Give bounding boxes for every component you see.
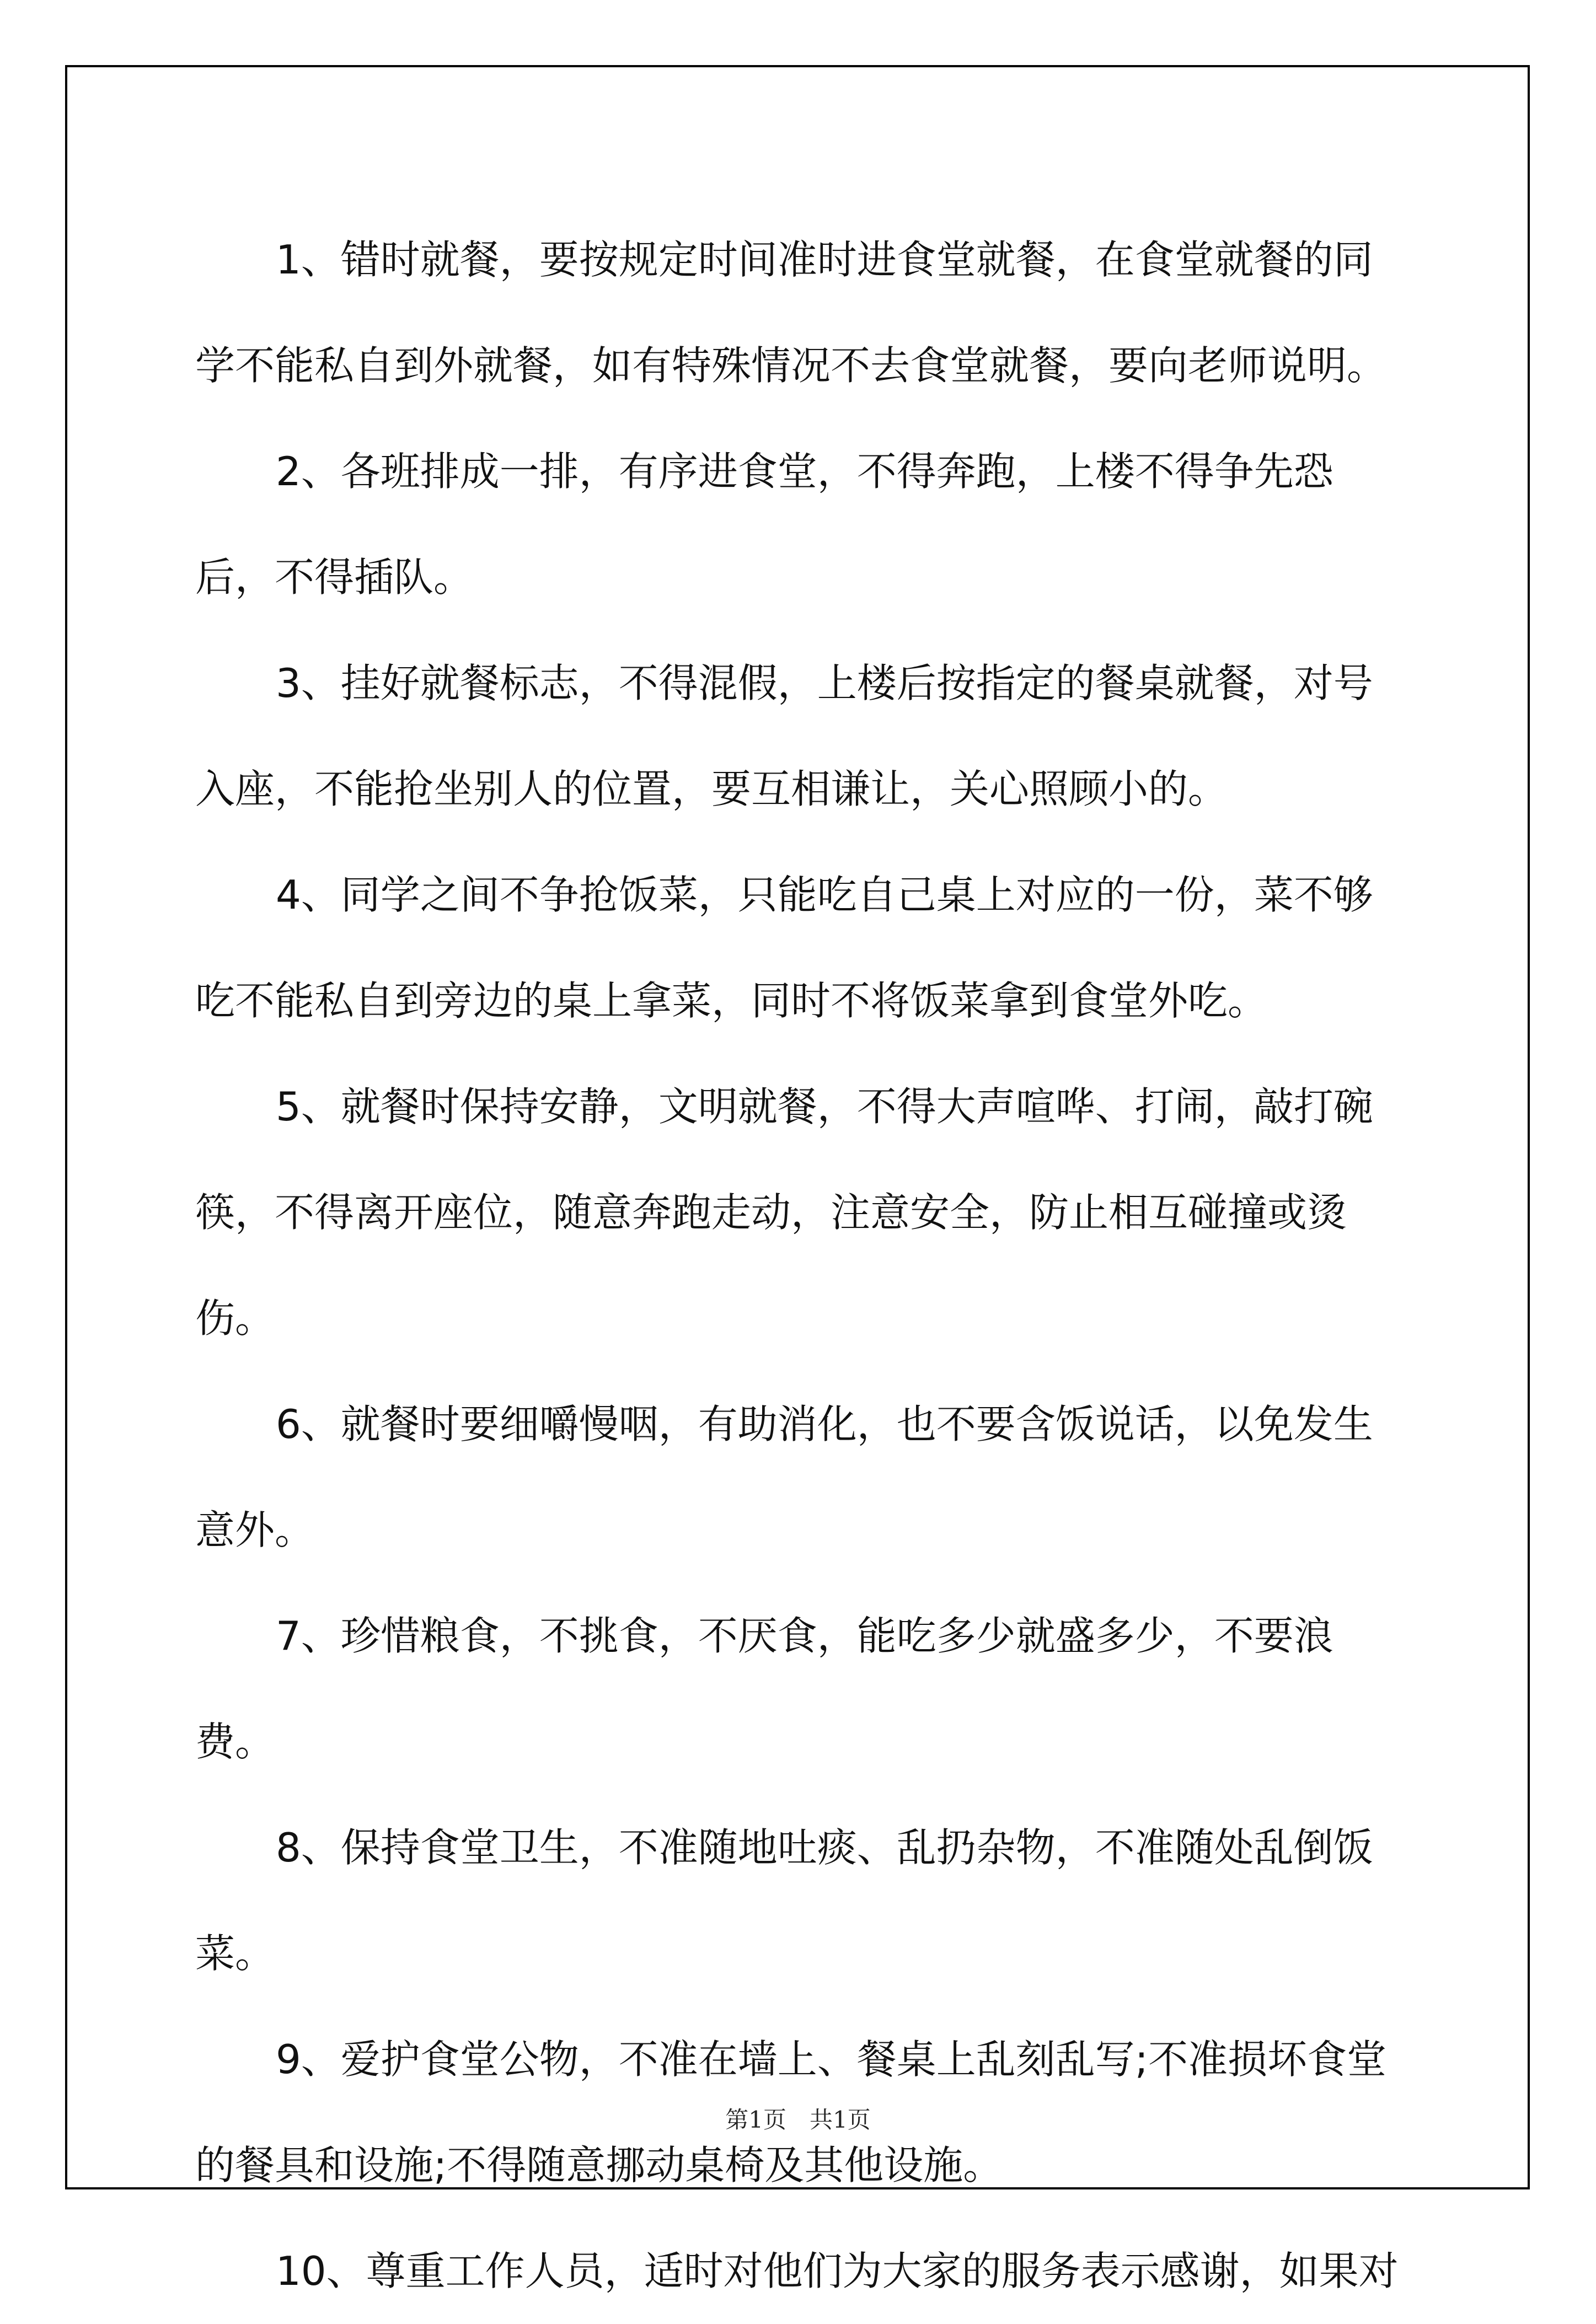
rule-item-10: 10、尊重工作人员，适时对他们为大家的服务表示感谢，如果对 [276,2248,1399,2294]
rule-item-2: 2、各班排成一排，有序进食堂，不得奔跑，上楼不得争先恐后，不得插队。 [195,448,1333,600]
rule-item-9: 9、爱护食堂公物，不准在墙上、餐桌上乱刻乱写;不准损坏食堂的餐具和设施;不得随意挪动桌椅及其他设施。 [195,2036,1387,2188]
rule-item-1: 1、错时就餐，要按规定时间准时进食堂就餐，在食堂就餐的同学不能私自到外就餐，如有特殊情况不去食堂就餐，要向老师说明。 [195,237,1387,389]
rule-item-7: 7、珍惜粮食，不挑食，不厌食，能吃多少就盛多少，不要浪费。 [195,1613,1333,1765]
document-body [195,207,1408,2324]
rule-item-8: 8、保持食堂卫生，不准随地吐痰、乱扔杂物，不准随处乱倒饭菜。 [195,1824,1373,1977]
rule-item-3: 3、挂好就餐标志，不得混假，上楼后按指定的餐桌就餐，对号入座，不能抢坐别人的位置，要互相谦让，关心照顾小的。 [195,660,1373,812]
rule-item-4: 4、同学之间不争抢饭菜，只能吃自己桌上对应的一份，菜不够吃不能私自到旁边的桌上拿菜，同时不将饭菜拿到食堂外吃。 [195,872,1373,1024]
page-number-footer: 第1页 共1页 [725,2106,871,2133]
rule-item-5: 5、就餐时保持安静，文明就餐，不得大声喧哗、打闹，敲打碗筷，不得离开座位，随意奔跑走动，注意安全，防止相互碰撞或烫伤。 [195,1083,1373,1341]
rule-item-6: 6、就餐时要细嚼慢咽，有助消化，也不要含饭说话，以免发生意外。 [195,1401,1373,1553]
